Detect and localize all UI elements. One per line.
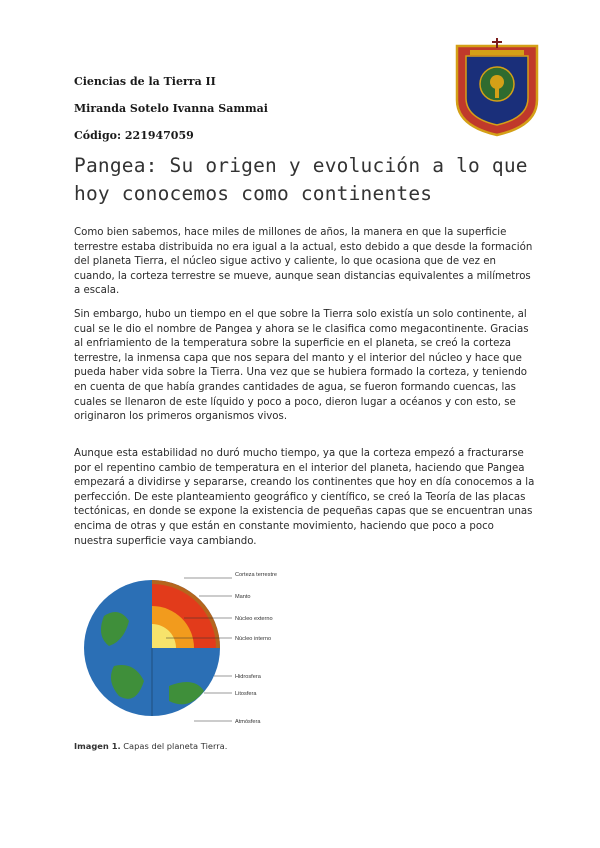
label-corteza: Corteza terrestre: [235, 572, 277, 578]
label-nucleo-interno: Núcleo interno: [235, 636, 272, 642]
university-seal-logo: [452, 38, 542, 138]
label-manto: Manto: [235, 594, 251, 600]
document-title: Pangea: Su origen y evolución a lo que hoy conocemos como continentes: [74, 154, 528, 205]
caption-text: Capas del planeta Tierra.: [120, 741, 228, 751]
label-litosfera: Litosfera: [235, 691, 257, 697]
caption-label: Imagen 1.: [74, 741, 121, 751]
earth-layers-diagram: [74, 566, 304, 731]
label-atmosfera: Atmósfera: [235, 719, 261, 725]
author-name: Miranda Sotelo Ivanna Sammai: [74, 102, 268, 115]
paragraph-3: Aunque esta estabilidad no duró mucho tiempo, ya que la corteza empezó a fracturarse por el repentino cambio de temperatura en el interior del planeta, haciendo que Pangea empezará a dividirse y separarse, creando los continentes que hoy en día conocemos a la perfección. De este planteamiento geográfico y científico, se creó la Teoría de las placas tectónicas, en donde se expone la existencia de pequeñas capas que se encuentran unas encima de otras y que están en constante movimiento, haciendo que poco a poco nuestra superficie vaya cambiando.: [74, 448, 535, 547]
paragraph-2: Sin embargo, hubo un tiempo en el que sobre la Tierra solo existía un solo continente, al cual se le dio el nombre de Pangea y ahora se le clasifica como megacontinente. Gracias al enfriamiento de la temperatura sobre la superficie en el planeta, se creó la corteza terrestre, la inmensa capa que nos separa del manto y el interior del núcleo y hace que pueda haber vida sobre la Tierra. Una vez que se hubiera formado la corteza, y teniendo en cuenta de que había grandes cantidades de agua, se fueron formando cuencas, las cuales se llenaron de este líquido y poco a poco, dieron lugar a océanos y con esto, se originaron los primeros organismos vivos.: [74, 309, 529, 423]
paragraph-1: Como bien sabemos, hace miles de millones de años, la manera en que la superficie terrestre estaba distribuida no era igual a la actual, esto debido a que desde la formación del planeta Tierra, el núcleo sigue activo y caliente, lo que ocasiona que de vez en cuando, la corteza terrestre se mueve, aunque sean distancias equivalentes a milímetros a escala.: [74, 227, 533, 297]
figure-caption: [74, 741, 227, 751]
label-nucleo-externo: Núcleo externo: [235, 616, 273, 622]
student-code: Código: 221947059: [74, 129, 194, 142]
course-name: Ciencias de la Tierra II: [74, 75, 216, 88]
label-hidrosfera: Hidrosfera: [235, 674, 261, 680]
